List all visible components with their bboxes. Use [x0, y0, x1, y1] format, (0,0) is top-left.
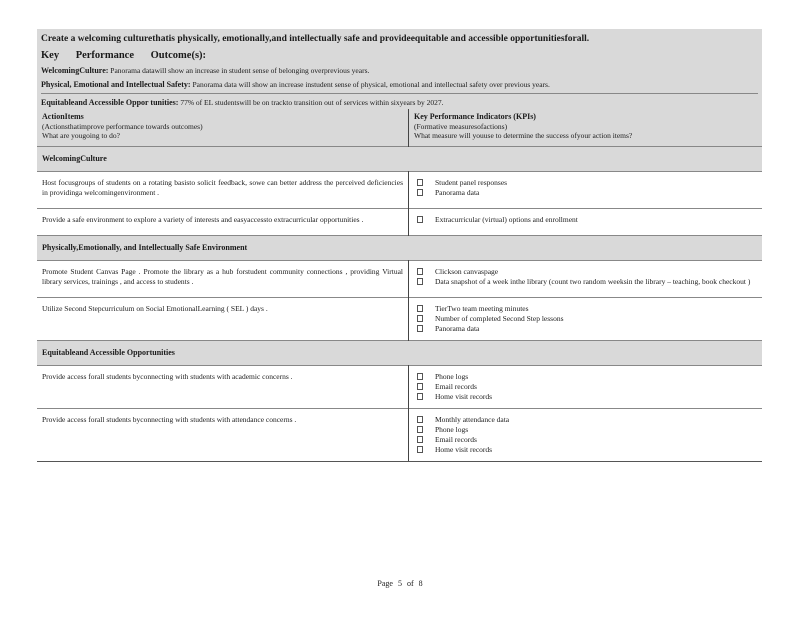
- bullet-box-icon: [417, 416, 423, 423]
- table-row: [37, 171, 762, 208]
- table-row: [37, 408, 762, 461]
- list-item: Phone logs: [414, 425, 757, 435]
- list-item: Clickson canvaspage: [414, 267, 757, 277]
- bullet-box-icon: [417, 179, 423, 186]
- section-header-welcoming: WelcomingCulture: [37, 146, 762, 171]
- outcome-label: Physical, Emotional and Intellectual Safety:: [41, 80, 191, 89]
- list-item: Home visit records: [414, 445, 757, 455]
- bullet-box-icon: [417, 373, 423, 380]
- bullet-box-icon: [417, 216, 423, 223]
- kpi-list: [409, 171, 763, 208]
- bullet-box-icon: [417, 268, 423, 275]
- kpi-list: [409, 408, 763, 461]
- action-item: Promote Student Canvas Page . Promote the library as a hub forstudent community connections , providing Virtual library services, trainings , and access to students .: [37, 260, 409, 297]
- plan-page: [37, 29, 762, 462]
- outcome-welcoming: [41, 66, 758, 75]
- list-item: Student panel responses: [414, 178, 757, 188]
- action-item: Host focusgroups of students on a rotating basisto solicit feedback, sowe can better address the perceived deficiencies in providinga welcomingenvironment .: [37, 171, 409, 208]
- section-header-equitable: Equitableand Accessible Opportunities: [37, 340, 762, 365]
- list-item: Data snapshot of a week inthe library (count two random weeksin the library – teaching, book checkout ): [414, 277, 757, 287]
- list-item: Extracurricular (virtual) options and enrollment: [414, 215, 757, 225]
- bullet-box-icon: [417, 189, 423, 196]
- table-row: [37, 260, 762, 297]
- page-number: Page 5 of 8: [377, 579, 423, 588]
- table-row: [37, 297, 762, 340]
- kpi-list: [409, 208, 763, 235]
- kpi-column-header: Key Performance Indicators (KPIs) (Formative measuresofactions) What measure will youuse to determine the success ofyour action items?: [409, 109, 763, 146]
- list-item: Email records: [414, 435, 757, 445]
- list-item: Panorama data: [414, 324, 757, 334]
- table-row: [37, 365, 762, 408]
- table-bottom-rule: [37, 461, 762, 462]
- bullet-box-icon: [417, 325, 423, 332]
- goal-statement: Create a welcoming culturethatis physically, emotionally,and intellectually safe and provideequitable and accessible opportunitiesforall.: [41, 34, 590, 44]
- list-item: Email records: [414, 382, 757, 392]
- outcome-equitable: [41, 98, 758, 107]
- bullet-box-icon: [417, 436, 423, 443]
- action-kpi-table: [37, 109, 762, 461]
- kpi-list: [409, 260, 763, 297]
- bullet-box-icon: [417, 278, 423, 285]
- kpo-heading: Key Performance Outcome(s):: [41, 50, 207, 61]
- outcome-text: 77% of EL studentswill be on trackto transition out of services within sixyears by 2027.: [180, 98, 444, 107]
- list-item: Number of completed Second Step lessons: [414, 314, 757, 324]
- outcome-text: Panorama data will show an increase instudent sense of physical, emotional and intellectual safety over previous years.: [192, 80, 550, 89]
- bullet-box-icon: [417, 393, 423, 400]
- action-item: Provide access forall students byconnecting with students with attendance concerns .: [37, 408, 409, 461]
- action-item: Utilize Second Stepcurriculum on Social EmotionalLearning ( SEL ) days .: [37, 297, 409, 340]
- outcome-label: Equitableand Accessible Oppor tunities:: [41, 98, 179, 107]
- list-item: Panorama data: [414, 188, 757, 198]
- goal-header: [37, 29, 762, 109]
- kpi-list: [409, 297, 763, 340]
- outcome-text: Panorama datawill show an increase in student sense of belonging overprevious years.: [110, 66, 370, 75]
- list-item: Phone logs: [414, 372, 757, 382]
- list-item: Monthly attendance data: [414, 415, 757, 425]
- action-column-header: ActionItems (Actionsthatimprove performance towards outcomes) What are yougoing to do?: [37, 109, 409, 146]
- bullet-box-icon: [417, 305, 423, 312]
- kpi-list: [409, 365, 763, 408]
- bullet-box-icon: [417, 426, 423, 433]
- action-item: Provide a safe environment to explore a variety of interests and easyaccessto extracurricular opportunities .: [37, 208, 409, 235]
- table-row: [37, 208, 762, 235]
- bullet-box-icon: [417, 446, 423, 453]
- outcome-label: WelcomingCulture:: [41, 66, 109, 75]
- action-item: Provide access forall students byconnecting with students with academic concerns .: [37, 365, 409, 408]
- bullet-box-icon: [417, 383, 423, 390]
- column-header-row: [37, 109, 762, 146]
- bullet-box-icon: [417, 315, 423, 322]
- list-item: TierTwo team meeting minutes: [414, 304, 757, 314]
- outcome-safety: [41, 80, 758, 89]
- section-header-safety: Physically,Emotionally, and Intellectually Safe Environment: [37, 235, 762, 260]
- list-item: Home visit records: [414, 392, 757, 402]
